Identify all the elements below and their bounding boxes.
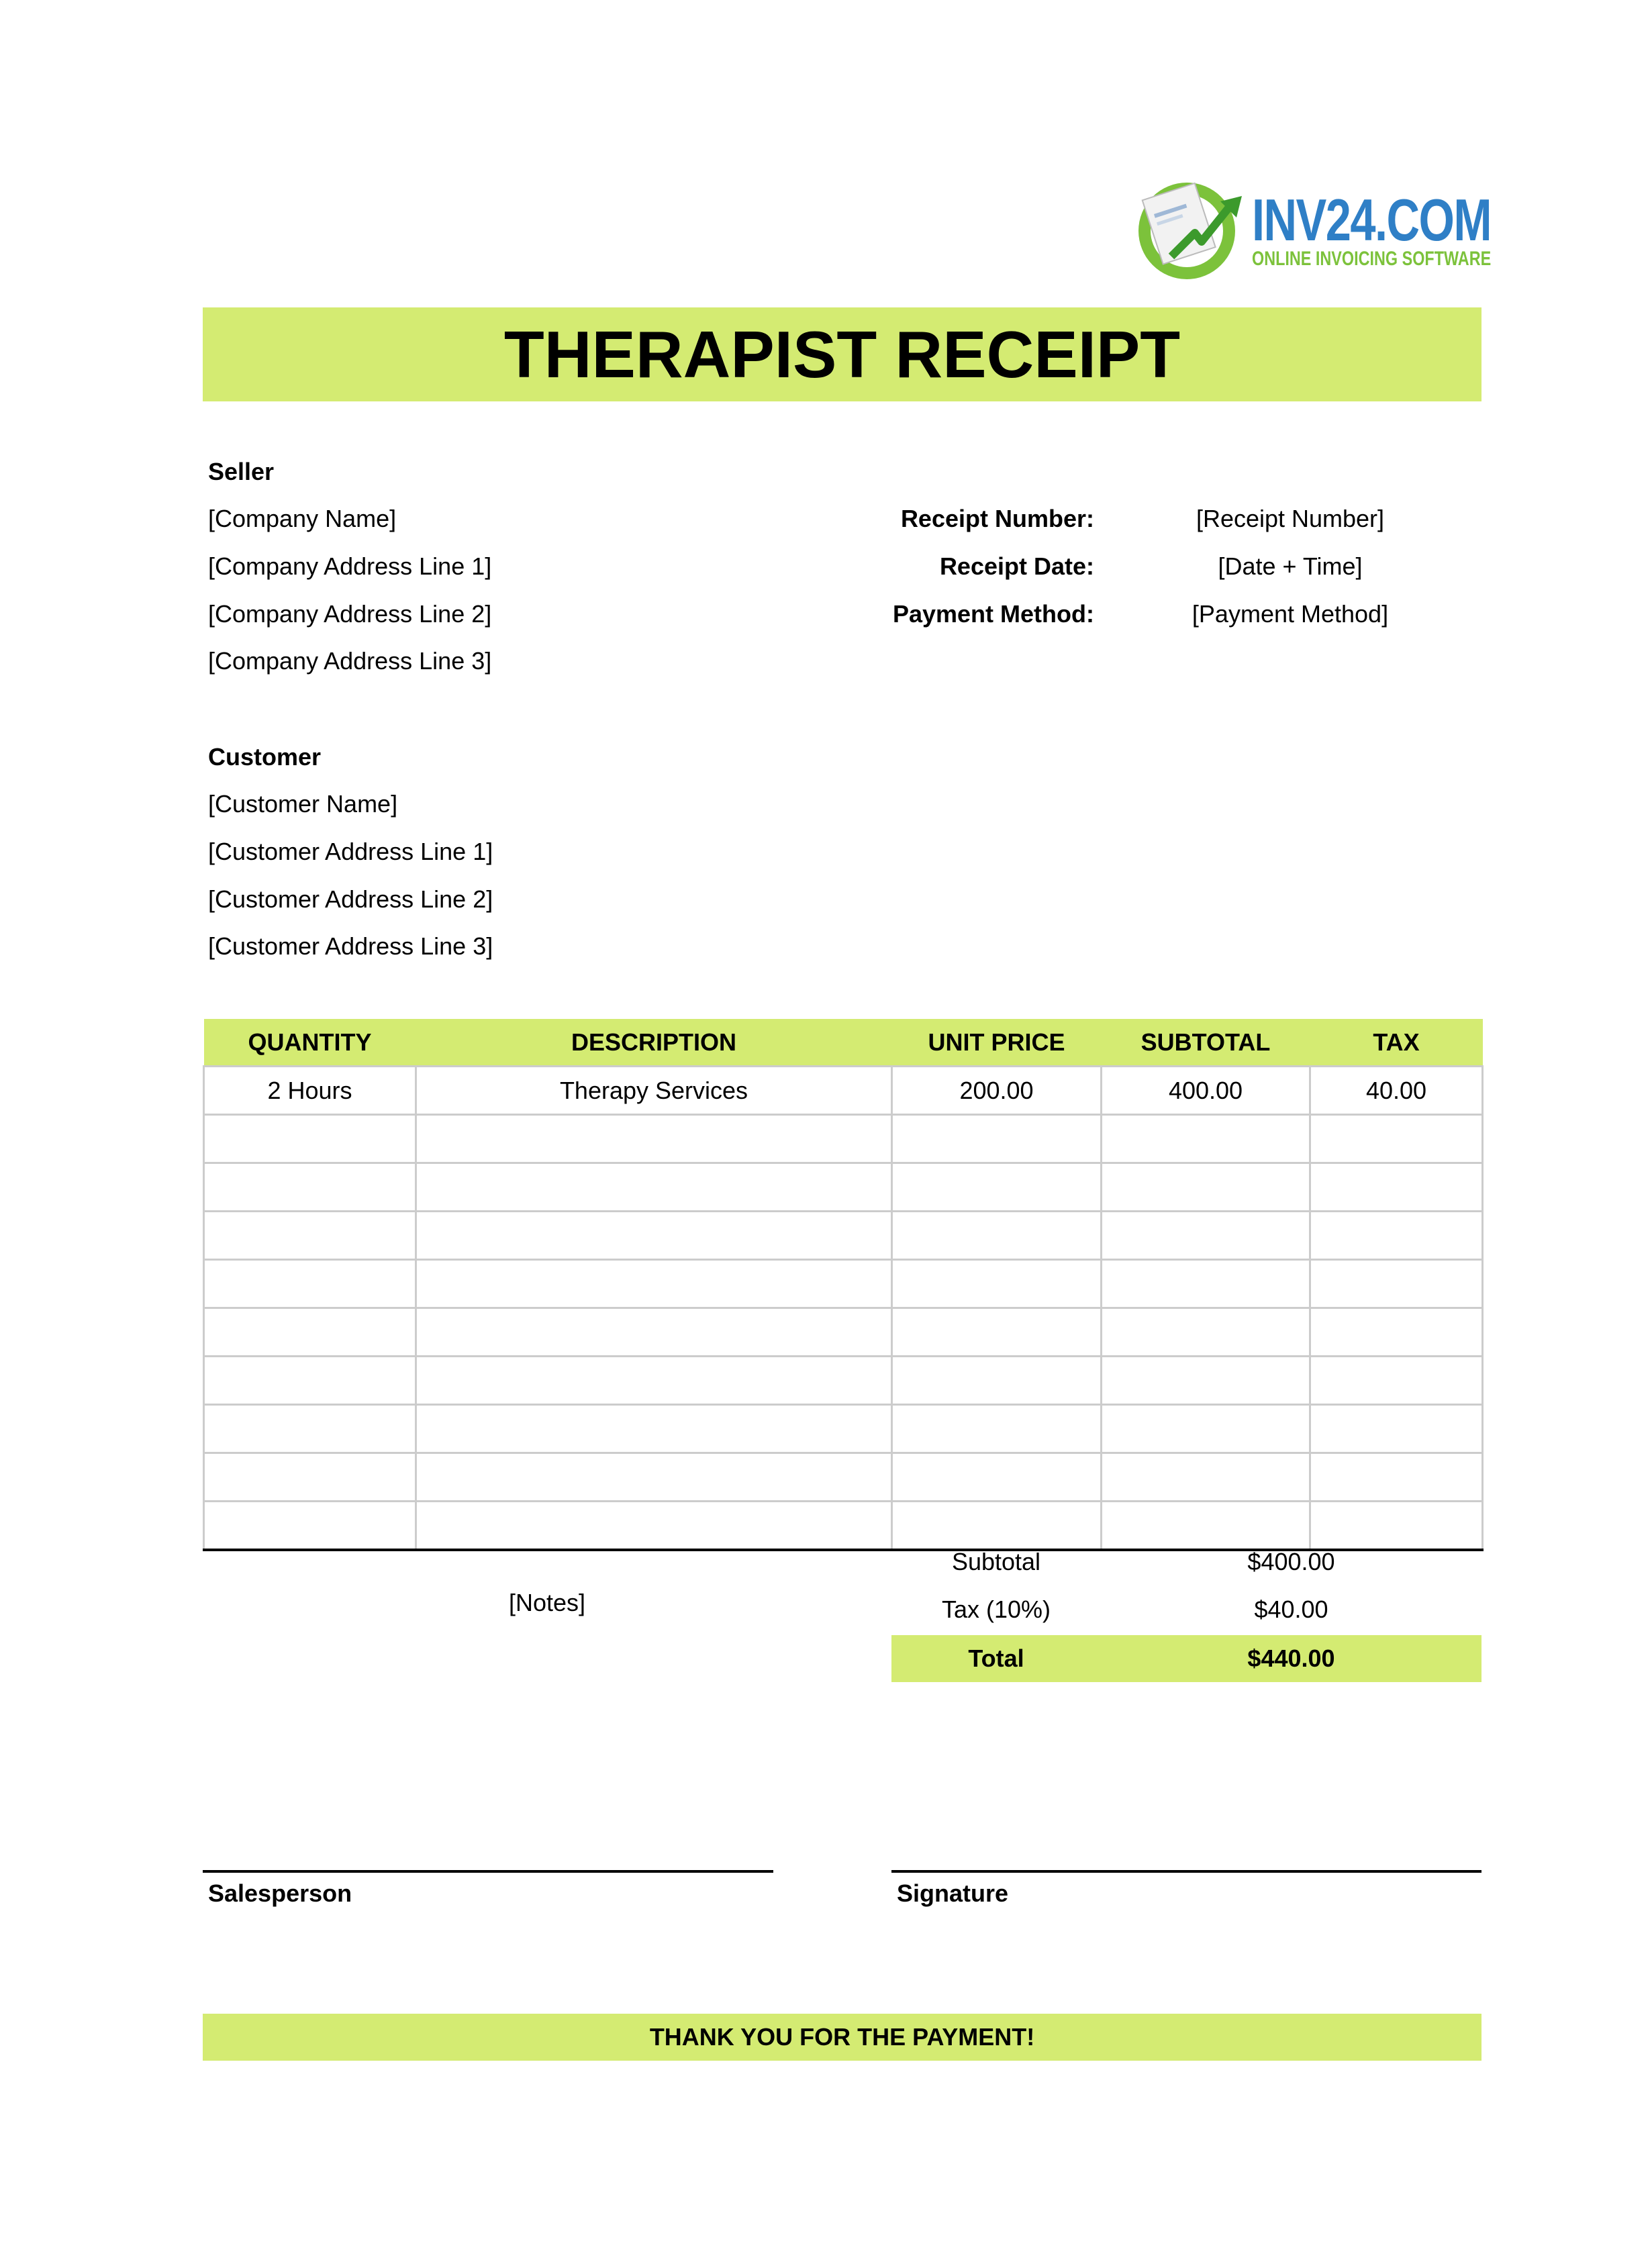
cell-description xyxy=(416,1405,892,1453)
logo-brand: INV24.COM xyxy=(1252,187,1491,253)
seller-company-name: [Company Name] xyxy=(208,505,397,532)
cell-quantity xyxy=(204,1502,416,1551)
column-header-unit-price: UNIT PRICE xyxy=(892,1019,1102,1067)
cell-unit-price: 200.00 xyxy=(892,1067,1102,1115)
items-table xyxy=(203,1019,1484,1551)
cell-quantity xyxy=(204,1453,416,1502)
cell-description xyxy=(416,1453,892,1502)
customer-address-line-3: [Customer Address Line 3] xyxy=(208,932,493,960)
column-header-tax: TAX xyxy=(1310,1019,1483,1067)
cell-subtotal xyxy=(1102,1260,1310,1308)
page-title: THERAPIST RECEIPT xyxy=(503,317,1181,391)
table-row xyxy=(204,1357,1483,1405)
payment-method-label: Payment Method: xyxy=(892,600,1094,628)
cell-description xyxy=(416,1212,892,1260)
customer-name: [Customer Name] xyxy=(208,790,398,818)
salesperson-line xyxy=(203,1870,773,1873)
seller-heading: Seller xyxy=(208,458,275,485)
cell-subtotal xyxy=(1102,1357,1310,1405)
cell-quantity xyxy=(204,1212,416,1260)
cell-subtotal xyxy=(1102,1405,1310,1453)
logo-wordmark xyxy=(1252,189,1559,270)
table-row xyxy=(204,1308,1483,1357)
receipt-number-value: [Receipt Number] xyxy=(1196,505,1385,532)
table-row xyxy=(204,1067,1483,1115)
cell-tax: 40.00 xyxy=(1310,1067,1483,1115)
title-band xyxy=(203,307,1481,401)
cell-quantity xyxy=(204,1115,416,1163)
table-row xyxy=(204,1453,1483,1502)
cell-description xyxy=(416,1163,892,1212)
signature-label: Signature xyxy=(897,1879,1009,1907)
column-header-quantity: QUANTITY xyxy=(204,1019,416,1067)
cell-tax xyxy=(1310,1115,1483,1163)
logo-tagline: ONLINE INVOICING SOFTWARE xyxy=(1252,248,1492,270)
table-row xyxy=(204,1405,1483,1453)
seller-address-line-1: [Company Address Line 1] xyxy=(208,552,492,580)
cell-unit-price xyxy=(892,1357,1102,1405)
cell-tax xyxy=(1310,1260,1483,1308)
subtotal-value: $400.00 xyxy=(1247,1548,1335,1575)
cell-unit-price xyxy=(892,1260,1102,1308)
cell-subtotal xyxy=(1102,1453,1310,1502)
invoice-growth-arrow-icon xyxy=(1134,176,1249,283)
thank-you-message: THANK YOU FOR THE PAYMENT! xyxy=(649,2023,1035,2051)
cell-subtotal xyxy=(1102,1308,1310,1357)
column-header-subtotal: SUBTOTAL xyxy=(1102,1019,1310,1067)
cell-tax xyxy=(1310,1308,1483,1357)
seller-address-line-3: [Company Address Line 3] xyxy=(208,647,492,675)
tax-value: $40.00 xyxy=(1254,1596,1328,1623)
customer-address-line-2: [Customer Address Line 2] xyxy=(208,885,493,913)
salesperson-label: Salesperson xyxy=(208,1879,352,1907)
cell-description xyxy=(416,1357,892,1405)
cell-description xyxy=(416,1502,892,1551)
receipt-number-label: Receipt Number: xyxy=(900,505,1094,532)
total-label: Total xyxy=(968,1645,1024,1672)
table-row xyxy=(204,1212,1483,1260)
table-row xyxy=(204,1260,1483,1308)
cell-tax xyxy=(1310,1212,1483,1260)
cell-tax xyxy=(1310,1405,1483,1453)
cell-quantity xyxy=(204,1163,416,1212)
cell-quantity xyxy=(204,1260,416,1308)
table-header-row xyxy=(204,1019,1483,1067)
subtotal-label: Subtotal xyxy=(951,1548,1041,1575)
cell-quantity xyxy=(204,1308,416,1357)
signature-line xyxy=(891,1870,1481,1873)
cell-unit-price xyxy=(892,1453,1102,1502)
cell-quantity xyxy=(204,1405,416,1453)
cell-unit-price xyxy=(892,1502,1102,1551)
cell-tax xyxy=(1310,1163,1483,1212)
total-value: $440.00 xyxy=(1247,1645,1335,1672)
cell-tax xyxy=(1310,1357,1483,1405)
table-row xyxy=(204,1502,1483,1551)
receipt-date-value: [Date + Time] xyxy=(1218,552,1363,580)
payment-method-value: [Payment Method] xyxy=(1192,600,1389,628)
customer-heading: Customer xyxy=(208,743,322,771)
cell-tax xyxy=(1310,1453,1483,1502)
column-header-description: DESCRIPTION xyxy=(416,1019,892,1067)
tax-label: Tax (10%) xyxy=(941,1596,1051,1623)
receipt-date-label: Receipt Date: xyxy=(939,552,1094,580)
table-row xyxy=(204,1163,1483,1212)
cell-subtotal xyxy=(1102,1115,1310,1163)
cell-description xyxy=(416,1308,892,1357)
cell-subtotal xyxy=(1102,1212,1310,1260)
cell-unit-price xyxy=(892,1405,1102,1453)
cell-unit-price xyxy=(892,1212,1102,1260)
seller-address-line-2: [Company Address Line 2] xyxy=(208,600,492,628)
cell-description xyxy=(416,1115,892,1163)
customer-address-line-1: [Customer Address Line 1] xyxy=(208,838,493,865)
cell-subtotal: 400.00 xyxy=(1102,1067,1310,1115)
cell-quantity: 2 Hours xyxy=(204,1067,416,1115)
cell-quantity xyxy=(204,1357,416,1405)
cell-description: Therapy Services xyxy=(416,1067,892,1115)
notes: [Notes] xyxy=(508,1589,586,1616)
table-row xyxy=(204,1115,1483,1163)
footer-band xyxy=(203,2014,1481,2061)
cell-description xyxy=(416,1260,892,1308)
cell-unit-price xyxy=(892,1308,1102,1357)
cell-tax xyxy=(1310,1502,1483,1551)
cell-subtotal xyxy=(1102,1163,1310,1212)
cell-unit-price xyxy=(892,1115,1102,1163)
cell-unit-price xyxy=(892,1163,1102,1212)
cell-subtotal xyxy=(1102,1502,1310,1551)
